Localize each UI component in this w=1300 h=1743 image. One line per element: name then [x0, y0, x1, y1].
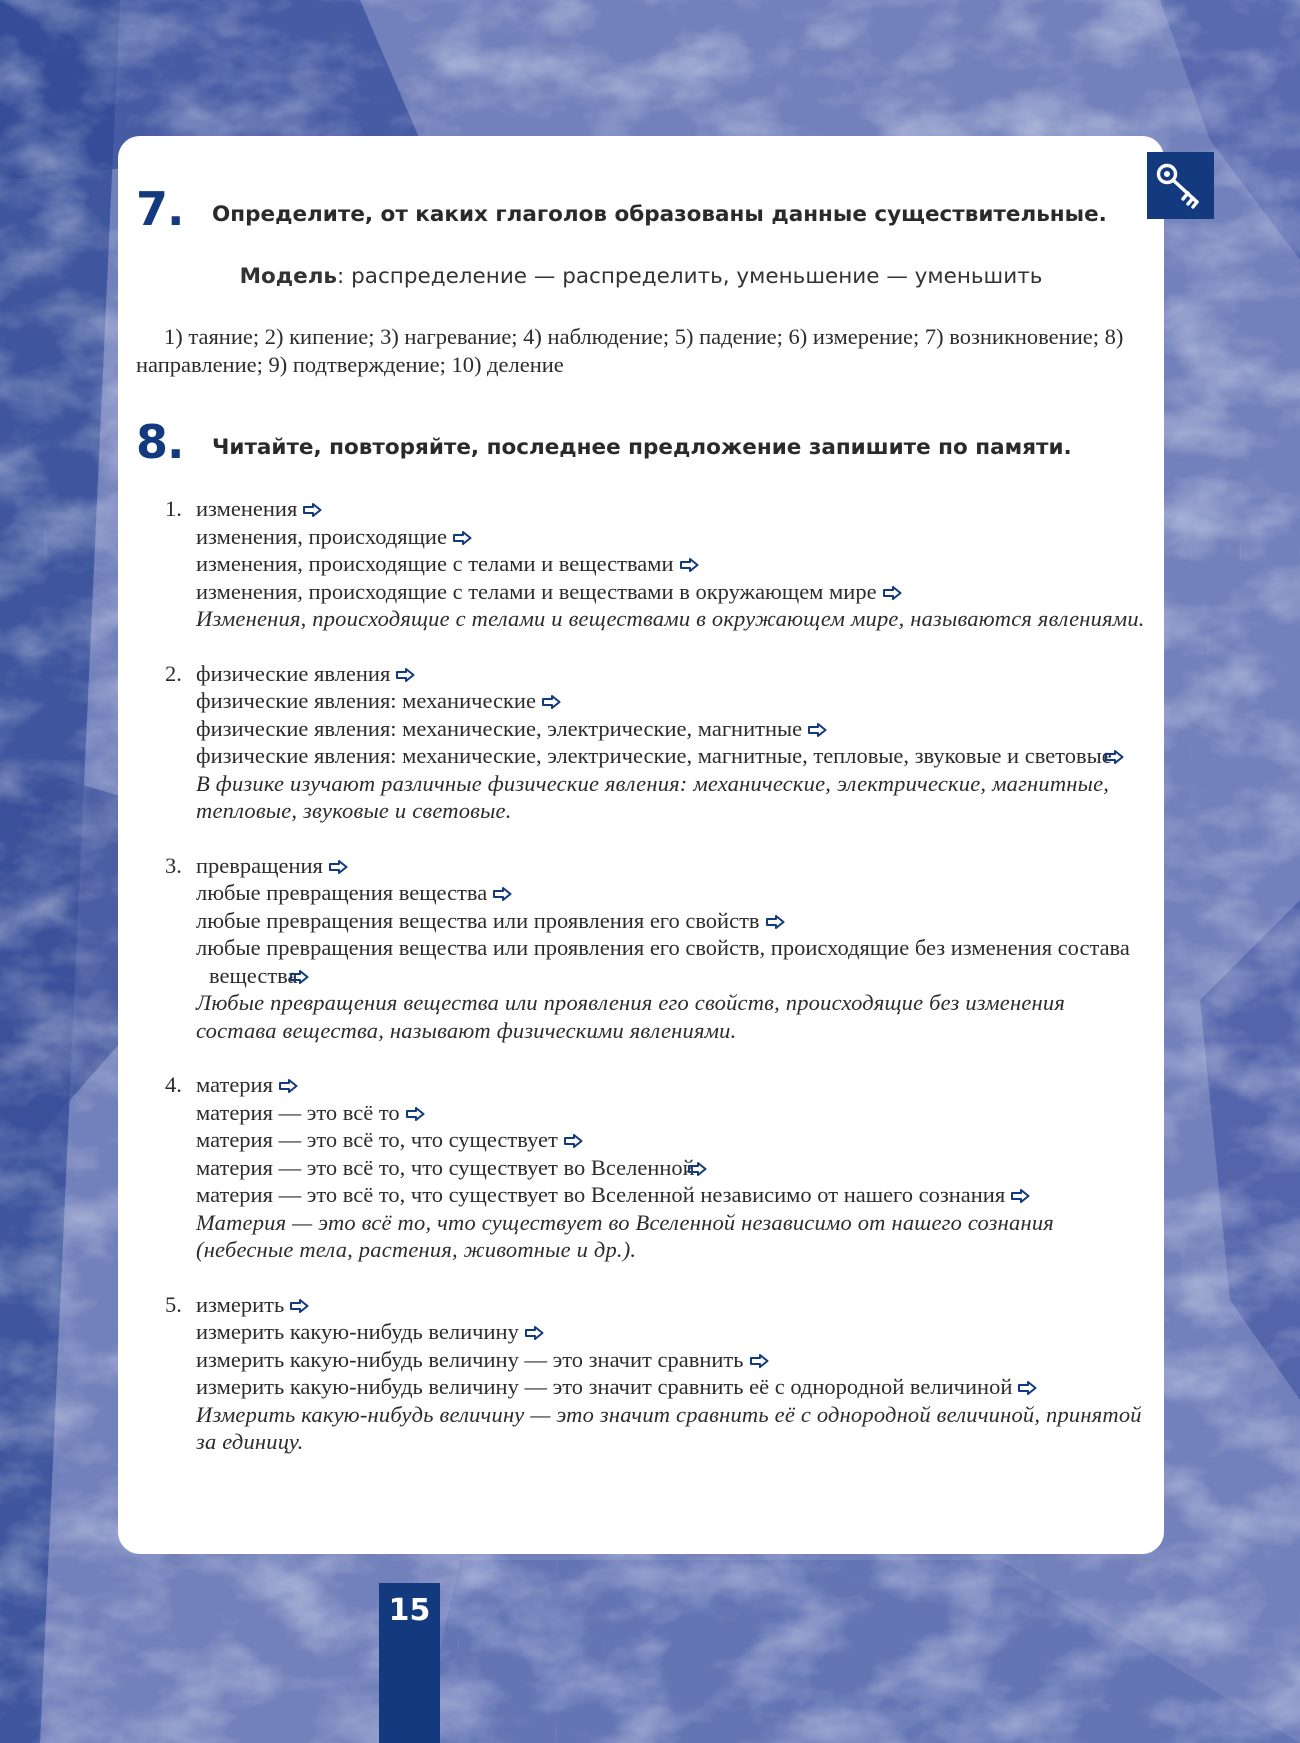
arrow-right-icon	[1118, 743, 1137, 757]
exercise-7-header	[136, 182, 1146, 236]
arrow-right-icon	[1018, 1374, 1037, 1388]
item-number: 2.	[165, 660, 182, 686]
arrow-right-icon	[493, 880, 512, 894]
step-line	[136, 1373, 1146, 1401]
step-line	[136, 495, 1146, 523]
step-text: любые превращения вещества или проявления его свойств, происходящие без изменения состава вещества	[196, 935, 1130, 988]
step-text: измерить какую-нибудь величину — это значит сравнить её с однородной величиной	[196, 1374, 1013, 1399]
arrow-right-icon	[680, 551, 699, 565]
content-card	[118, 136, 1164, 1554]
step-text: измерить какую-нибудь величину	[196, 1319, 519, 1344]
exercise-number: 8.	[136, 415, 184, 469]
step-line	[136, 578, 1146, 606]
step-line	[136, 1071, 1146, 1099]
step-line	[136, 742, 1146, 770]
list-item	[136, 495, 1146, 633]
step-line	[136, 715, 1146, 743]
list-item	[136, 852, 1146, 1045]
exercise-8-header	[136, 415, 1146, 469]
step-line	[136, 1346, 1146, 1374]
item-number: 3.	[165, 852, 182, 878]
exercise-8	[136, 415, 1146, 1456]
arrow-right-icon	[883, 579, 902, 593]
step-text: измерить	[196, 1291, 285, 1317]
arrow-right-icon	[406, 1100, 425, 1114]
exercise-number: 7.	[136, 182, 184, 236]
step-text: материя — это всё то, что существует	[196, 1127, 558, 1152]
exercise-7	[136, 182, 1146, 379]
step-text: изменения, происходящие с телами и веществами в окружающем мире	[196, 578, 877, 604]
arrow-right-icon	[303, 496, 322, 510]
step-line	[136, 1181, 1146, 1209]
arrow-right-icon	[290, 1292, 309, 1306]
list-item	[136, 1071, 1146, 1264]
step-line	[136, 1291, 1146, 1319]
step-line	[136, 1126, 1146, 1154]
arrow-right-icon	[766, 908, 785, 922]
step-text: измерить какую-нибудь величину — это значит сравнить	[196, 1346, 744, 1372]
step-text: физические явления	[196, 660, 391, 686]
target-sentence: Изменения, происходящие с телами и веществами в окружающем мире, называются явлениями.	[196, 606, 1145, 631]
step-text: изменения, происходящие	[196, 523, 447, 549]
step-line	[136, 550, 1146, 578]
arrow-right-icon	[701, 1155, 720, 1169]
arrow-right-icon	[564, 1127, 583, 1141]
item-number: 1.	[165, 496, 182, 521]
target-sentence: Измерить какую-нибудь величину — это значит сравнить её с однородной величиной, принятой за единицу.	[196, 1401, 1142, 1454]
arrow-right-icon	[279, 1072, 298, 1086]
step-line	[136, 852, 1146, 880]
arrow-right-icon	[303, 963, 322, 977]
step-text: физические явления: механические, электрические, магнитные, тепловые, звуковые и световые	[196, 743, 1112, 768]
step-text: изменения, происходящие с телами и веществами	[196, 551, 674, 576]
arrow-right-icon	[542, 688, 561, 702]
build-up-list	[136, 495, 1146, 1456]
arrow-right-icon	[329, 853, 348, 867]
page-number: 15	[388, 1593, 431, 1628]
word-list: 1) таяние; 2) кипение; 3) нагревание; 4) наблюдение; 5) падение; 6) измерение; 7) возникновение; 8) направление; 9) подтверждение; 10) деление	[136, 324, 1124, 377]
step-text: изменения	[196, 496, 298, 521]
step-line	[136, 523, 1146, 551]
arrow-right-icon	[750, 1347, 769, 1361]
arrow-right-icon	[808, 716, 827, 730]
step-text: любые превращения вещества	[196, 880, 488, 905]
step-line	[136, 1318, 1146, 1346]
arrow-right-icon	[396, 661, 415, 675]
step-line	[136, 934, 1146, 989]
key-icon	[1147, 152, 1214, 219]
item-number: 4.	[165, 1072, 182, 1097]
step-text: физические явления: механические, электрические, магнитные	[196, 715, 803, 741]
target-sentence: Любые превращения вещества или проявления его свойств, происходящие без изменения состава вещества, называют физическими явлениями.	[196, 990, 1065, 1043]
list-item	[136, 660, 1146, 825]
step-text: физические явления: механические	[196, 688, 536, 713]
step-text: материя — это всё то, что существует во Вселенной независимо от нашего сознания	[196, 1182, 1006, 1207]
model-label: Модель	[239, 264, 338, 289]
target-sentence: В физике изучают различные физические явления: механические, электрические, магнитные, тепловые, звуковые и световые.	[196, 770, 1110, 823]
step-line	[136, 907, 1146, 935]
step-line	[136, 660, 1146, 688]
step-line	[136, 1099, 1146, 1127]
model-example	[136, 264, 1146, 289]
step-text: любые превращения вещества или проявления его свойств	[196, 907, 760, 933]
target-sentence: Материя — это всё то, что существует во Вселенной независимо от нашего сознания (небесные тела, растения, животные и др.).	[196, 1209, 1054, 1262]
step-line	[136, 687, 1146, 715]
key-badge	[1147, 152, 1214, 219]
exercise-title: Читайте, повторяйте, последнее предложение запишите по памяти.	[212, 435, 1072, 460]
arrow-right-icon	[525, 1319, 544, 1333]
step-text: материя — это всё то	[196, 1099, 400, 1125]
model-text: : распределение — распределить, уменьшение — уменьшить	[337, 264, 1043, 289]
item-number: 5.	[165, 1291, 182, 1317]
step-text: материя — это всё то, что существует во Вселенной	[196, 1154, 695, 1180]
arrow-right-icon	[453, 524, 472, 538]
step-text: превращения	[196, 852, 323, 878]
step-text: материя	[196, 1072, 273, 1097]
step-line	[136, 879, 1146, 907]
step-line	[136, 1154, 1146, 1182]
arrow-right-icon	[1011, 1182, 1030, 1196]
list-item	[136, 1291, 1146, 1456]
exercise-title: Определите, от каких глаголов образованы данные существительные.	[212, 202, 1107, 227]
